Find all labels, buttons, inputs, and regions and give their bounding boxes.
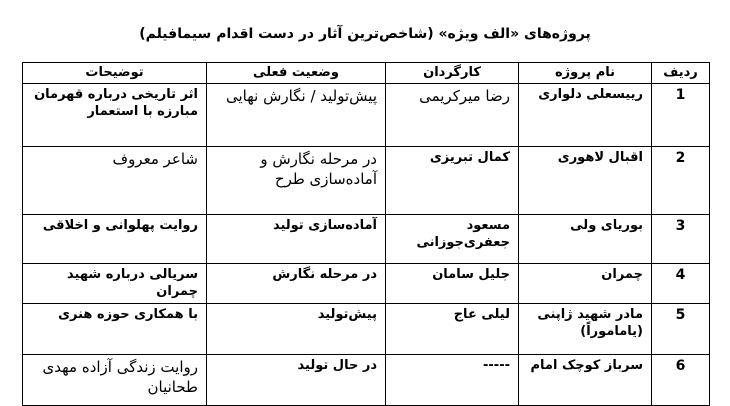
- table-row: [23, 214, 710, 263]
- row-number: 5: [652, 303, 710, 354]
- status-cell: آماده‌سازی تولید: [207, 214, 386, 263]
- status-cell: پیش‌تولید / نگارش نهایی: [207, 83, 386, 146]
- description-cell: با همکاری حوزه هنری: [23, 303, 207, 354]
- table-row: [23, 263, 710, 303]
- director-cell: رضا میرکریمی: [386, 83, 519, 146]
- row-number: 6: [652, 354, 710, 405]
- director-cell: جلیل سامان: [386, 263, 519, 303]
- status-cell: در مرحله نگارش و آماده‌سازی طرح: [207, 146, 386, 214]
- table-row: [23, 354, 710, 405]
- project-name-cell: سرباز کوچک امام: [519, 354, 652, 405]
- row-number: 2: [652, 146, 710, 214]
- status-cell: پیش‌تولید: [207, 303, 386, 354]
- header-description: توضیحات: [23, 63, 207, 84]
- description-cell: روایت پهلوانی و اخلاقی: [23, 214, 207, 263]
- row-number: 3: [652, 214, 710, 263]
- row-number: 4: [652, 263, 710, 303]
- project-name-cell: چمران: [519, 263, 652, 303]
- table-header-row: [23, 63, 710, 84]
- description-cell: اثر تاریخی درباره قهرمان مبارزه با استعمار: [23, 83, 207, 146]
- project-name-cell: رییسعلی دلواری: [519, 83, 652, 146]
- status-cell: در مرحله نگارش: [207, 263, 386, 303]
- project-name-cell: مادر شهید ژاپنی (یاماموراً): [519, 303, 652, 354]
- project-name-cell: بوریای ولی: [519, 214, 652, 263]
- table-row: [23, 146, 710, 214]
- director-cell: کمال تبریزی: [386, 146, 519, 214]
- description-cell: روایت زندگی آزاده مهدی طحانیان: [23, 354, 207, 405]
- description-cell: سریالی درباره شهید چمران: [23, 263, 207, 303]
- project-name-cell: اقبال لاهوری: [519, 146, 652, 214]
- director-cell: لیلی عاج: [386, 303, 519, 354]
- header-director: کارگردان: [386, 63, 519, 84]
- director-cell: مسعود جعفری‌جوزانی: [386, 214, 519, 263]
- table-row: [23, 83, 710, 146]
- status-cell: در حال تولید: [207, 354, 386, 405]
- header-project-name: نام پروژه: [519, 63, 652, 84]
- document-title: پروژه‌های «الف ویژه» (شاخص‌ترین آثار در دست اقدام سیمافیلم): [139, 26, 591, 42]
- header-status: وضعیت فعلی: [207, 63, 386, 84]
- director-cell: -----: [386, 354, 519, 405]
- header-row-no: ردیف: [652, 63, 710, 84]
- projects-table: [22, 62, 710, 406]
- row-number: 1: [652, 83, 710, 146]
- description-cell: شاعر معروف: [23, 146, 207, 214]
- table-row: [23, 303, 710, 354]
